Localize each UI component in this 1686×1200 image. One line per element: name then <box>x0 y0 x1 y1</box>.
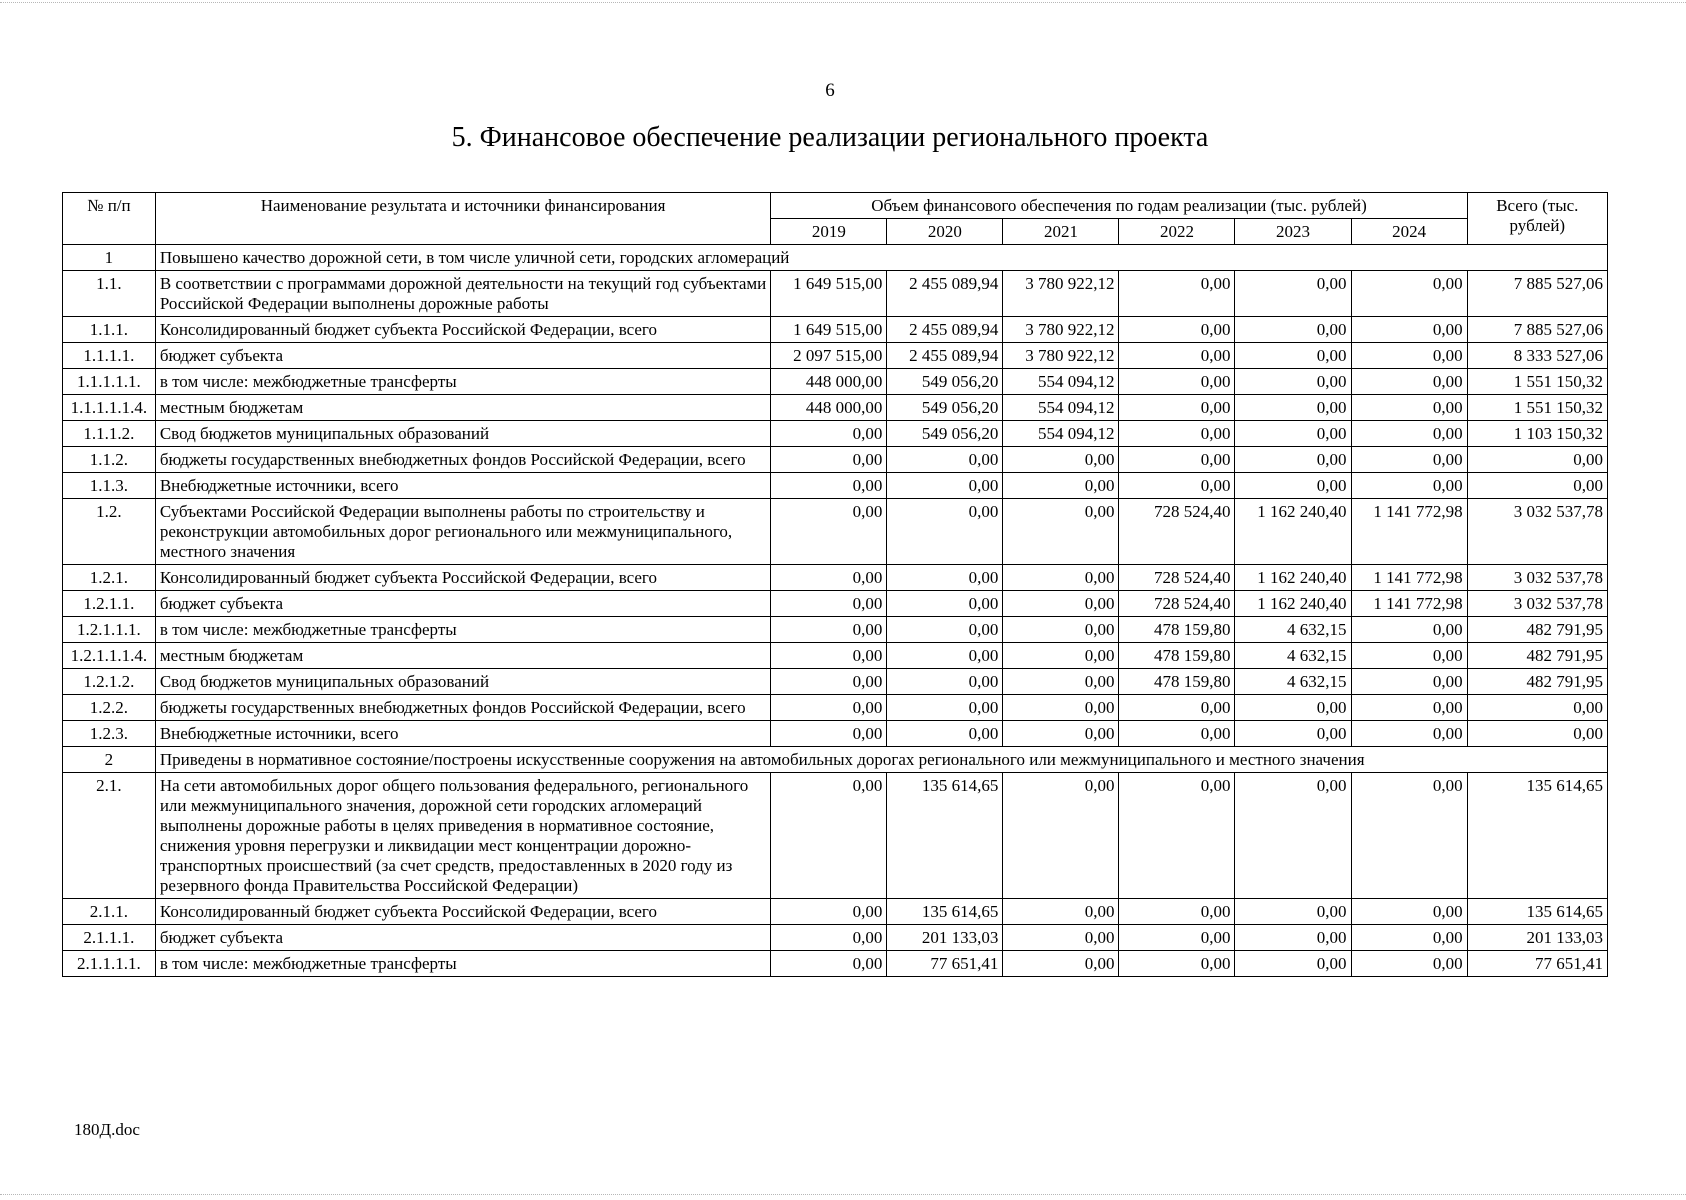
row-name: Свод бюджетов муниципальных образований <box>155 421 771 447</box>
total-cell: 3 032 537,78 <box>1467 565 1607 591</box>
value-cell: 0,00 <box>1003 669 1119 695</box>
table-body <box>63 245 1608 977</box>
row-number: 1.2.3. <box>63 721 156 747</box>
row-name: Консолидированный бюджет субъекта Российской Федерации, всего <box>155 899 771 925</box>
table-row <box>63 951 1608 977</box>
header-year: 2023 <box>1235 219 1351 245</box>
row-name: в том числе: межбюджетные трансферты <box>155 617 771 643</box>
value-cell: 0,00 <box>1003 643 1119 669</box>
row-name: Консолидированный бюджет субъекта Российской Федерации, всего <box>155 565 771 591</box>
value-cell: 2 455 089,94 <box>887 343 1003 369</box>
table-row <box>63 695 1608 721</box>
value-cell: 0,00 <box>1235 421 1351 447</box>
value-cell: 478 159,80 <box>1119 617 1235 643</box>
header-year: 2020 <box>887 219 1003 245</box>
value-cell: 448 000,00 <box>771 369 887 395</box>
total-cell: 77 651,41 <box>1467 951 1607 977</box>
value-cell: 0,00 <box>887 643 1003 669</box>
row-name: бюджеты государственных внебюджетных фондов Российской Федерации, всего <box>155 447 771 473</box>
value-cell: 0,00 <box>887 669 1003 695</box>
total-cell: 201 133,03 <box>1467 925 1607 951</box>
value-cell: 448 000,00 <box>771 395 887 421</box>
total-cell: 3 032 537,78 <box>1467 499 1607 565</box>
value-cell: 0,00 <box>1119 695 1235 721</box>
value-cell: 0,00 <box>771 565 887 591</box>
value-cell: 728 524,40 <box>1119 565 1235 591</box>
value-cell: 0,00 <box>887 695 1003 721</box>
row-name: Субъектами Российской Федерации выполнены работы по строительству и реконструкции автомобильных дорог регионального или межмуниципального, местного значения <box>155 499 771 565</box>
value-cell: 0,00 <box>887 447 1003 473</box>
value-cell: 0,00 <box>771 899 887 925</box>
table-row <box>63 447 1608 473</box>
value-cell: 0,00 <box>1351 643 1467 669</box>
value-cell: 0,00 <box>771 473 887 499</box>
value-cell: 728 524,40 <box>1119 591 1235 617</box>
value-cell: 0,00 <box>887 591 1003 617</box>
row-number: 2 <box>63 747 156 773</box>
value-cell: 0,00 <box>1003 499 1119 565</box>
table-row <box>63 499 1608 565</box>
row-number: 1.1.1.2. <box>63 421 156 447</box>
total-cell: 3 032 537,78 <box>1467 591 1607 617</box>
value-cell: 554 094,12 <box>1003 421 1119 447</box>
row-name: бюджет субъекта <box>155 591 771 617</box>
value-cell: 0,00 <box>1003 773 1119 899</box>
value-cell: 0,00 <box>771 499 887 565</box>
value-cell: 478 159,80 <box>1119 669 1235 695</box>
value-cell: 549 056,20 <box>887 395 1003 421</box>
total-cell: 135 614,65 <box>1467 899 1607 925</box>
value-cell: 0,00 <box>1235 395 1351 421</box>
value-cell: 201 133,03 <box>887 925 1003 951</box>
table-row <box>63 643 1608 669</box>
header-years-group: Объем финансового обеспечения по годам реализации (тыс. рублей) <box>771 193 1467 219</box>
page-number: 6 <box>825 80 835 101</box>
value-cell: 1 141 772,98 <box>1351 565 1467 591</box>
section-title-cell: Приведены в нормативное состояние/построены искусственные сооружения на автомобильных дорогах регионального или межмуниципального и местного значения <box>155 747 1607 773</box>
value-cell: 1 141 772,98 <box>1351 591 1467 617</box>
row-name: в том числе: межбюджетные трансферты <box>155 951 771 977</box>
value-cell: 0,00 <box>771 447 887 473</box>
value-cell: 0,00 <box>1003 591 1119 617</box>
table-row <box>63 617 1608 643</box>
value-cell: 0,00 <box>887 473 1003 499</box>
value-cell: 554 094,12 <box>1003 369 1119 395</box>
value-cell: 3 780 922,12 <box>1003 271 1119 317</box>
file-name-footer: 180Д.doc <box>74 1120 140 1139</box>
row-name: бюджет субъекта <box>155 343 771 369</box>
value-cell: 0,00 <box>1119 773 1235 899</box>
value-cell: 2 097 515,00 <box>771 343 887 369</box>
value-cell: 0,00 <box>1119 395 1235 421</box>
value-cell: 0,00 <box>1003 695 1119 721</box>
value-cell: 0,00 <box>887 499 1003 565</box>
table-row <box>63 271 1608 317</box>
value-cell: 549 056,20 <box>887 369 1003 395</box>
value-cell: 4 632,15 <box>1235 643 1351 669</box>
value-cell: 0,00 <box>1351 343 1467 369</box>
value-cell: 1 162 240,40 <box>1235 565 1351 591</box>
value-cell: 0,00 <box>1235 773 1351 899</box>
value-cell: 0,00 <box>1119 473 1235 499</box>
header-name: Наименование результата и источники финансирования <box>155 193 771 245</box>
value-cell: 0,00 <box>1235 343 1351 369</box>
row-name: в том числе: межбюджетные трансферты <box>155 369 771 395</box>
value-cell: 0,00 <box>1351 925 1467 951</box>
table-row <box>63 925 1608 951</box>
value-cell: 1 141 772,98 <box>1351 499 1467 565</box>
value-cell: 0,00 <box>1119 447 1235 473</box>
value-cell: 1 649 515,00 <box>771 317 887 343</box>
total-cell: 7 885 527,06 <box>1467 317 1607 343</box>
value-cell: 4 632,15 <box>1235 617 1351 643</box>
value-cell: 0,00 <box>771 721 887 747</box>
row-number: 1 <box>63 245 156 271</box>
value-cell: 0,00 <box>1351 773 1467 899</box>
row-name: На сети автомобильных дорог общего пользования федерального, регионального или межмуниципального значения, дорожной сети городских агломераций выполнены дорожные работы в целях приведения в нормативное состояние, снижения уровня перегрузки и ликвидации мест концентрации дорожно-транспортных происшествий (за счет средств, предоставленных в 2020 году из резервного фонда Правительства Российской Федерации) <box>155 773 771 899</box>
value-cell: 0,00 <box>1003 565 1119 591</box>
scan-edge-bottom <box>0 1194 1686 1199</box>
table-header <box>63 193 1608 245</box>
value-cell: 0,00 <box>1235 473 1351 499</box>
value-cell: 0,00 <box>1119 271 1235 317</box>
value-cell: 0,00 <box>1119 343 1235 369</box>
header-num: № п/п <box>63 193 156 245</box>
value-cell: 0,00 <box>1235 899 1351 925</box>
table-row <box>63 669 1608 695</box>
value-cell: 0,00 <box>1235 447 1351 473</box>
value-cell: 0,00 <box>1119 951 1235 977</box>
value-cell: 0,00 <box>1119 899 1235 925</box>
total-cell: 135 614,65 <box>1467 773 1607 899</box>
row-number: 1.1.1.1.1.4. <box>63 395 156 421</box>
total-cell: 1 551 150,32 <box>1467 369 1607 395</box>
table-row <box>63 395 1608 421</box>
value-cell: 0,00 <box>1235 951 1351 977</box>
row-number: 2.1.1.1.1. <box>63 951 156 977</box>
row-number: 1.2.1. <box>63 565 156 591</box>
table-row <box>63 591 1608 617</box>
row-number: 1.2.2. <box>63 695 156 721</box>
table-row <box>63 565 1608 591</box>
value-cell: 0,00 <box>1351 617 1467 643</box>
value-cell: 0,00 <box>771 925 887 951</box>
value-cell: 2 455 089,94 <box>887 317 1003 343</box>
value-cell: 0,00 <box>1119 317 1235 343</box>
value-cell: 0,00 <box>1003 899 1119 925</box>
value-cell: 0,00 <box>1351 721 1467 747</box>
value-cell: 0,00 <box>771 669 887 695</box>
header-year: 2021 <box>1003 219 1119 245</box>
value-cell: 135 614,65 <box>887 773 1003 899</box>
scan-edge-top <box>0 2 1686 7</box>
value-cell: 1 649 515,00 <box>771 271 887 317</box>
row-name: Свод бюджетов муниципальных образований <box>155 669 771 695</box>
section-row <box>63 245 1608 271</box>
value-cell: 0,00 <box>771 695 887 721</box>
header-year: 2022 <box>1119 219 1235 245</box>
section-title: 5. Финансовое обеспечение реализации регионального проекта <box>451 122 1209 153</box>
value-cell: 0,00 <box>1351 899 1467 925</box>
total-cell: 7 885 527,06 <box>1467 271 1607 317</box>
value-cell: 0,00 <box>1351 695 1467 721</box>
header-year: 2019 <box>771 219 887 245</box>
value-cell: 0,00 <box>1235 271 1351 317</box>
header-row-1 <box>63 193 1608 219</box>
row-number: 1.1. <box>63 271 156 317</box>
value-cell: 1 162 240,40 <box>1235 591 1351 617</box>
value-cell: 0,00 <box>771 773 887 899</box>
table-row <box>63 773 1608 899</box>
row-number: 1.2.1.2. <box>63 669 156 695</box>
row-number: 1.2.1.1.1. <box>63 617 156 643</box>
row-name: Внебюджетные источники, всего <box>155 473 771 499</box>
value-cell: 0,00 <box>1003 925 1119 951</box>
section-title-cell: Повышено качество дорожной сети, в том числе уличной сети, городских агломераций <box>155 245 1607 271</box>
value-cell: 1 162 240,40 <box>1235 499 1351 565</box>
row-number: 2.1.1.1. <box>63 925 156 951</box>
value-cell: 549 056,20 <box>887 421 1003 447</box>
row-number: 1.2.1.1. <box>63 591 156 617</box>
value-cell: 3 780 922,12 <box>1003 343 1119 369</box>
value-cell: 0,00 <box>1351 421 1467 447</box>
total-cell: 1 103 150,32 <box>1467 421 1607 447</box>
table-row <box>63 421 1608 447</box>
financing-table <box>62 192 1608 977</box>
row-number: 1.2.1.1.1.4. <box>63 643 156 669</box>
value-cell: 135 614,65 <box>887 899 1003 925</box>
row-number: 1.1.1.1.1. <box>63 369 156 395</box>
value-cell: 0,00 <box>771 951 887 977</box>
table-row <box>63 721 1608 747</box>
value-cell: 0,00 <box>1235 925 1351 951</box>
value-cell: 728 524,40 <box>1119 499 1235 565</box>
row-number: 1.2. <box>63 499 156 565</box>
value-cell: 0,00 <box>1003 617 1119 643</box>
value-cell: 0,00 <box>1351 271 1467 317</box>
value-cell: 0,00 <box>1119 925 1235 951</box>
value-cell: 0,00 <box>1235 695 1351 721</box>
value-cell: 0,00 <box>1351 395 1467 421</box>
value-cell: 0,00 <box>1351 669 1467 695</box>
total-cell: 0,00 <box>1467 695 1607 721</box>
value-cell: 0,00 <box>1351 369 1467 395</box>
value-cell: 0,00 <box>1119 421 1235 447</box>
row-number: 1.1.2. <box>63 447 156 473</box>
table-row <box>63 899 1608 925</box>
total-cell: 482 791,95 <box>1467 669 1607 695</box>
value-cell: 0,00 <box>771 591 887 617</box>
value-cell: 0,00 <box>1003 447 1119 473</box>
row-number: 1.1.1. <box>63 317 156 343</box>
value-cell: 0,00 <box>1003 721 1119 747</box>
value-cell: 554 094,12 <box>1003 395 1119 421</box>
value-cell: 0,00 <box>1351 447 1467 473</box>
value-cell: 0,00 <box>771 617 887 643</box>
value-cell: 0,00 <box>1351 951 1467 977</box>
value-cell: 0,00 <box>1235 317 1351 343</box>
value-cell: 0,00 <box>1351 473 1467 499</box>
value-cell: 0,00 <box>1119 369 1235 395</box>
row-name: Внебюджетные источники, всего <box>155 721 771 747</box>
table-row <box>63 343 1608 369</box>
value-cell: 0,00 <box>887 617 1003 643</box>
value-cell: 0,00 <box>887 721 1003 747</box>
value-cell: 478 159,80 <box>1119 643 1235 669</box>
value-cell: 0,00 <box>771 421 887 447</box>
value-cell: 0,00 <box>1235 369 1351 395</box>
table-row <box>63 317 1608 343</box>
total-cell: 482 791,95 <box>1467 643 1607 669</box>
row-name: местным бюджетам <box>155 643 771 669</box>
table-row <box>63 473 1608 499</box>
row-name: В соответствии с программами дорожной деятельности на текущий год субъектами Российской Федерации выполнены дорожные работы <box>155 271 771 317</box>
row-name: бюджеты государственных внебюджетных фондов Российской Федерации, всего <box>155 695 771 721</box>
total-cell: 1 551 150,32 <box>1467 395 1607 421</box>
section-row <box>63 747 1608 773</box>
value-cell: 77 651,41 <box>887 951 1003 977</box>
table-row <box>63 369 1608 395</box>
total-cell: 8 333 527,06 <box>1467 343 1607 369</box>
row-number: 1.1.1.1. <box>63 343 156 369</box>
total-cell: 0,00 <box>1467 473 1607 499</box>
value-cell: 3 780 922,12 <box>1003 317 1119 343</box>
row-number: 1.1.3. <box>63 473 156 499</box>
total-cell: 482 791,95 <box>1467 617 1607 643</box>
header-year: 2024 <box>1351 219 1467 245</box>
row-name: Консолидированный бюджет субъекта Российской Федерации, всего <box>155 317 771 343</box>
row-name: бюджет субъекта <box>155 925 771 951</box>
value-cell: 0,00 <box>1003 951 1119 977</box>
value-cell: 0,00 <box>1351 317 1467 343</box>
value-cell: 0,00 <box>771 643 887 669</box>
value-cell: 2 455 089,94 <box>887 271 1003 317</box>
value-cell: 0,00 <box>1003 473 1119 499</box>
value-cell: 4 632,15 <box>1235 669 1351 695</box>
row-number: 2.1.1. <box>63 899 156 925</box>
row-number: 2.1. <box>63 773 156 899</box>
value-cell: 0,00 <box>887 565 1003 591</box>
header-total: Всего (тыс. рублей) <box>1467 193 1607 245</box>
value-cell: 0,00 <box>1119 721 1235 747</box>
value-cell: 0,00 <box>1235 721 1351 747</box>
row-name: местным бюджетам <box>155 395 771 421</box>
total-cell: 0,00 <box>1467 721 1607 747</box>
total-cell: 0,00 <box>1467 447 1607 473</box>
